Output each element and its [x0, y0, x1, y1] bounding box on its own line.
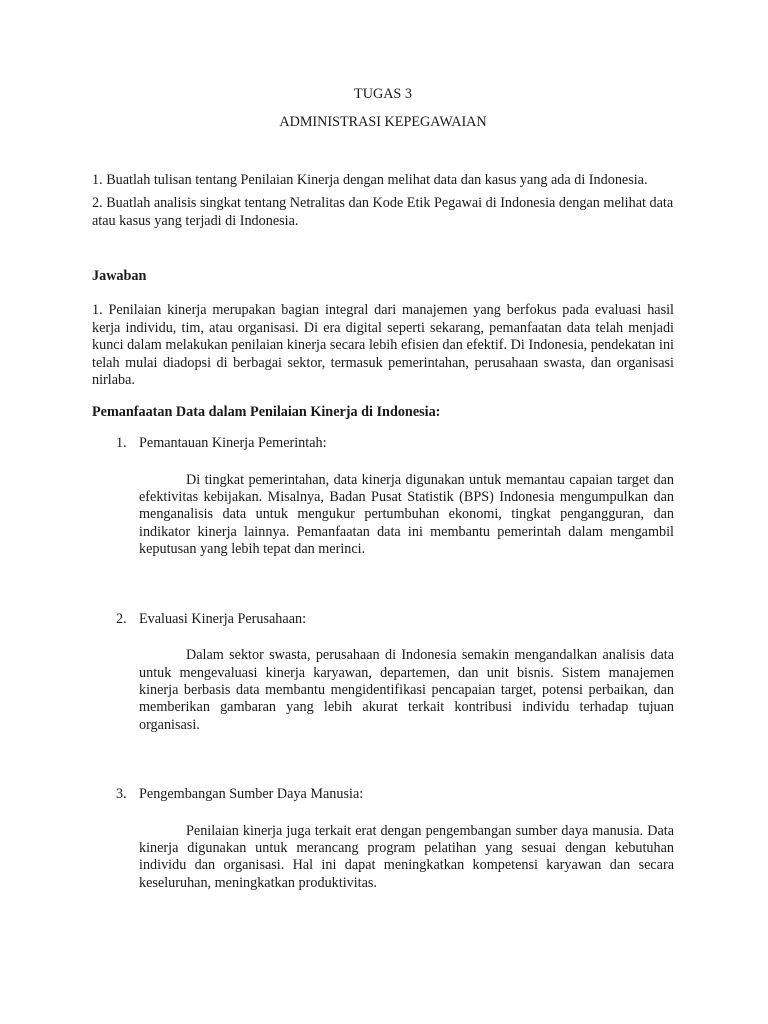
task-item: 2. Buatlah analisis singkat tentang Netralitas dan Kode Etik Pegawai di Indonesia dengan melihat data atau kasus yang terjadi di Indonesia.: [92, 195, 674, 229]
list-item-number: 2.: [116, 610, 127, 627]
section-heading: Pemanfaatan Data dalam Penilaian Kinerja di Indonesia:: [92, 403, 441, 420]
list-item: [92, 611, 674, 734]
list-item-title: [92, 611, 674, 628]
answer-label: Jawaban: [92, 268, 147, 285]
list-item-number: 1.: [116, 435, 127, 452]
list-item-body: Penilaian kinerja juga terkait erat dengan pengembangan sumber daya manusia. Data kinerja digunakan untuk merancang program pelatihan yang sesuai dengan kebutuhan individu dan organisasi. Hal ini dapat meningkatkan kompetensi karyawan dan secara keseluruhan, meningkatkan produktivitas.: [139, 822, 674, 891]
list-item-title-text: Pemantauan Kinerja Pemerintah:: [139, 435, 327, 452]
document-subtitle: ADMINISTRASI KEPEGAWAIAN: [279, 114, 487, 131]
list-item-title: [92, 435, 674, 452]
list-item-body: Di tingkat pemerintahan, data kinerja digunakan untuk memantau capaian target dan efektivitas kebijakan. Misalnya, Badan Pusat Statistik (BPS) Indonesia mengumpulkan dan menganalisis data untuk mengukur pertumbuhan ekonomi, tingkat pengangguran, dan indikator kinerja lainnya. Pemanfaatan data ini membantu pemerintah dalam mengambil keputusan yang lebih tepat dan merinci.: [139, 471, 674, 558]
list-item-title: [92, 786, 674, 803]
task-list: [92, 172, 674, 230]
list-item-title-text: Pengembangan Sumber Daya Manusia:: [139, 786, 364, 803]
list-item-body: Dalam sektor swasta, perusahaan di Indonesia semakin mengandalkan analisis data untuk mengevaluasi kinerja karyawan, departemen, dan unit bisnis. Sistem manajemen kinerja berbasis data membantu mengidentifikasi pencapaian target, potensi perbaikan, dan memberikan gambaran yang lebih akurat terkait kontribusi individu terhadap tujuan organisasi.: [139, 647, 674, 733]
list-item: [92, 786, 674, 892]
document-title: TUGAS 3: [354, 86, 412, 102]
task-item: 1. Buatlah tulisan tentang Penilaian Kinerja dengan melihat data dan kasus yang ada di Indonesia.: [92, 171, 648, 188]
list-item-title-text: Evaluasi Kinerja Perusahaan:: [139, 610, 307, 627]
answer-intro-paragraph: 1. Penilaian kinerja merupakan bagian integral dari manajemen yang berfokus pada evaluasi hasil kerja individu, tim, atau organisasi. Di era digital seperti sekarang, pemanfaatan data telah menjadi kunci dalam melakukan penilaian kinerja secara lebih efisien dan efektif. Di Indonesia, pendekatan ini telah mulai diadopsi di berbagai sektor, termasuk pemerintahan, perusahaan swasta, dan organisasi nirlaba.: [92, 302, 674, 389]
document-content: [92, 86, 674, 906]
list-item: [92, 435, 674, 558]
list-item-number: 3.: [116, 786, 127, 803]
